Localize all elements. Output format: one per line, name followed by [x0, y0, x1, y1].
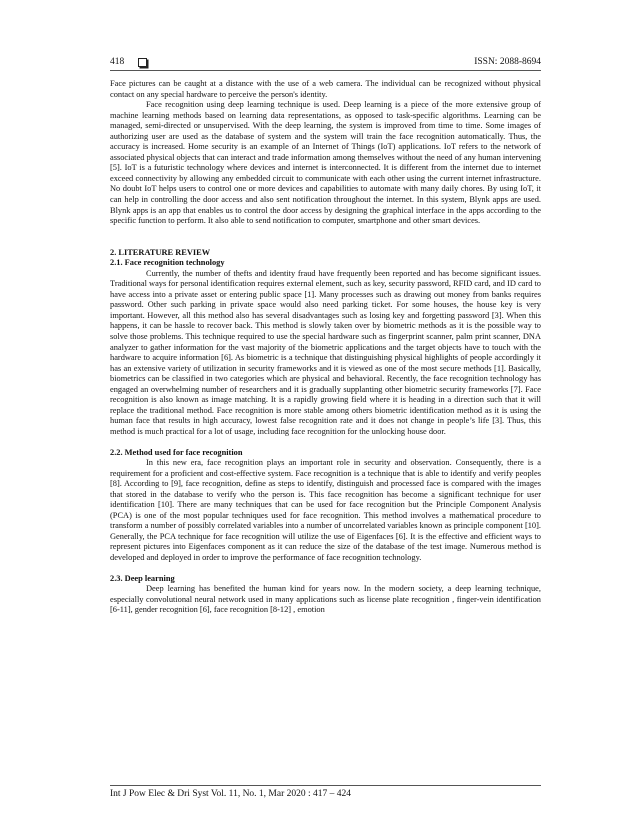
article-body: [110, 79, 541, 616]
subsection-heading-2-1: 2.1. Face recognition technology: [110, 258, 225, 268]
square-bullet-icon: [138, 58, 147, 67]
spacer: [110, 564, 541, 574]
page-number: 418: [110, 57, 125, 67]
subsection-heading-2-3: 2.3. Deep learning: [110, 573, 175, 583]
running-footer: [110, 785, 541, 799]
header-left: [110, 57, 147, 67]
intro-paragraph-1: Face pictures can be caught at a distance with the use of a web camera. The individual can be recognized without physical contact on any special hardware to perceive the person's identity.: [110, 79, 541, 99]
issn-label: ISSN: 2088-8694: [474, 57, 541, 67]
subsection-2-2-paragraph: In this new era, face recognition plays an important role in security and observation. Consequently, there is a requirement for a proficient and cost-effective system. Face recognition is a technique that is able to identify and verify peoples [8]. According to [9], face recognition, define as steps to identify, distinguish and processed face is compared with the images that stored in the database to verify who the person is. This face recognition has become a significant technique for user identification [10]. There are many techniques that can be used for face recognition but the Principle Component Analysis (PCA) is one of the most popular techniques used for face recognition. This method involves a mathematical procedure to transform a number of possibly correlated variables into a number of uncorrelated variables known as principle component [10]. Generally, the PCA technique for face recognition will utilize the use of Eigenfaces [6]. It is the effective and efficient ways to represent pictures into Eigenfaces component as it can reduce the size of the database of the test image. Numerous method is developed and deployed in order to improve the performance of face recognition technology.: [110, 458, 541, 562]
spacer: [110, 438, 541, 448]
page: [110, 55, 541, 616]
running-header: [110, 55, 541, 71]
section-heading-literature-review: 2. LITERATURE REVIEW: [110, 247, 211, 257]
subsection-heading-2-2: 2.2. Method used for face recognition: [110, 447, 243, 457]
intro-paragraph-2: Face recognition using deep learning technique is used. Deep learning is a piece of the more extensive group of machine learning methods based on learning data representations, as opposed to task-specific algorithms. Learning can be managed, semi-directed or unsupervised. With the deep learning, the system is improved from time to time. Some images of authorizing user are used as the database of system and the system will train the face recognition automatically. Thus, the accuracy is increased. Home security is an example of an Internet of Things (IoT) applications. IoT refers to the network of associated physical objects that can interact and trade information among themselves without the need of any human intervening [5]. IoT is a futuristic technology where devices and internet is interconnected. It is different from the internet due to internet exceed connectivity by allowing any embedded circuit to communicate with each other using the current internet infrastructure. No doubt IoT helps users to control one or more devices and capabilities to automate with many daily chores. By using IoT, it can help in controlling the door access and also sent notification throughout the internet. In this system, Blynk apps are used. Blynk apps is an app that enables us to control the door access by designing the graphical interface in the apps according to the specific function to perform. It also able to send notification to computer, smartphone and other smart devices.: [110, 100, 541, 226]
subsection-2-1-paragraph: Currently, the number of thefts and identity fraud have frequently been reported and has become significant issues. Traditional ways for personal identification requires external element, such as key, security password, RFID card, and ID card to have access into a private asset or entering public space [1]. Many processes such as drawing out money from banks requires password. Other such parking in private space would also need parking ticket. For some houses, the house key is very important. However, all this method also has several disadvantages such as losing key and forgetting password [3]. When this happens, it can be hassle to recover back. This method is slowly taken over by biometric methods as it is the possible way to solve those problems. This technique required to use the special hardware such as fingerprint scanner, palm print scanner, DNA analyzer to gather information for the vast majority of the biometric applications and the target objects have to touch with the hardware to acquire information [6]. As biometric is a technique that distinguishing physical highlights of people accordingly it has an extensive variety of utilization in security frameworks and it is viewed as one of the most secure methods [1]. Basically, biometrics can be classified in two categories which are physical and behavioral. Recently, the face recognition technology has engaged an overwhelming number of researchers and it is gradually supplanting other biometric security frameworks [7]. Face recognition is also known as image matching. It is a rapidly growing field where it is heading in a direction such that it will replace the traditional method. Face recognition is more stable among others biometric identification method as it is using the human face that results in high accuracy, lowest false recognition rate and it does not change in people’s life [3]. Thus, this method is much practical for a lot of usage, including face recognition for the unlocking house door.: [110, 268, 541, 436]
subsection-2-3-paragraph: Deep learning has benefited the human kind for years now. In the modern society, a deep learning technique, especially convolutional neural network used in many applications such as license plate recognition , finger-vein identification [6-11], gender recognition [6], face recognition [8-12] , emotion: [110, 584, 541, 615]
journal-citation: Int J Pow Elec & Dri Syst Vol. 11, No. 1, Mar 2020 : 417 – 424: [110, 789, 352, 799]
